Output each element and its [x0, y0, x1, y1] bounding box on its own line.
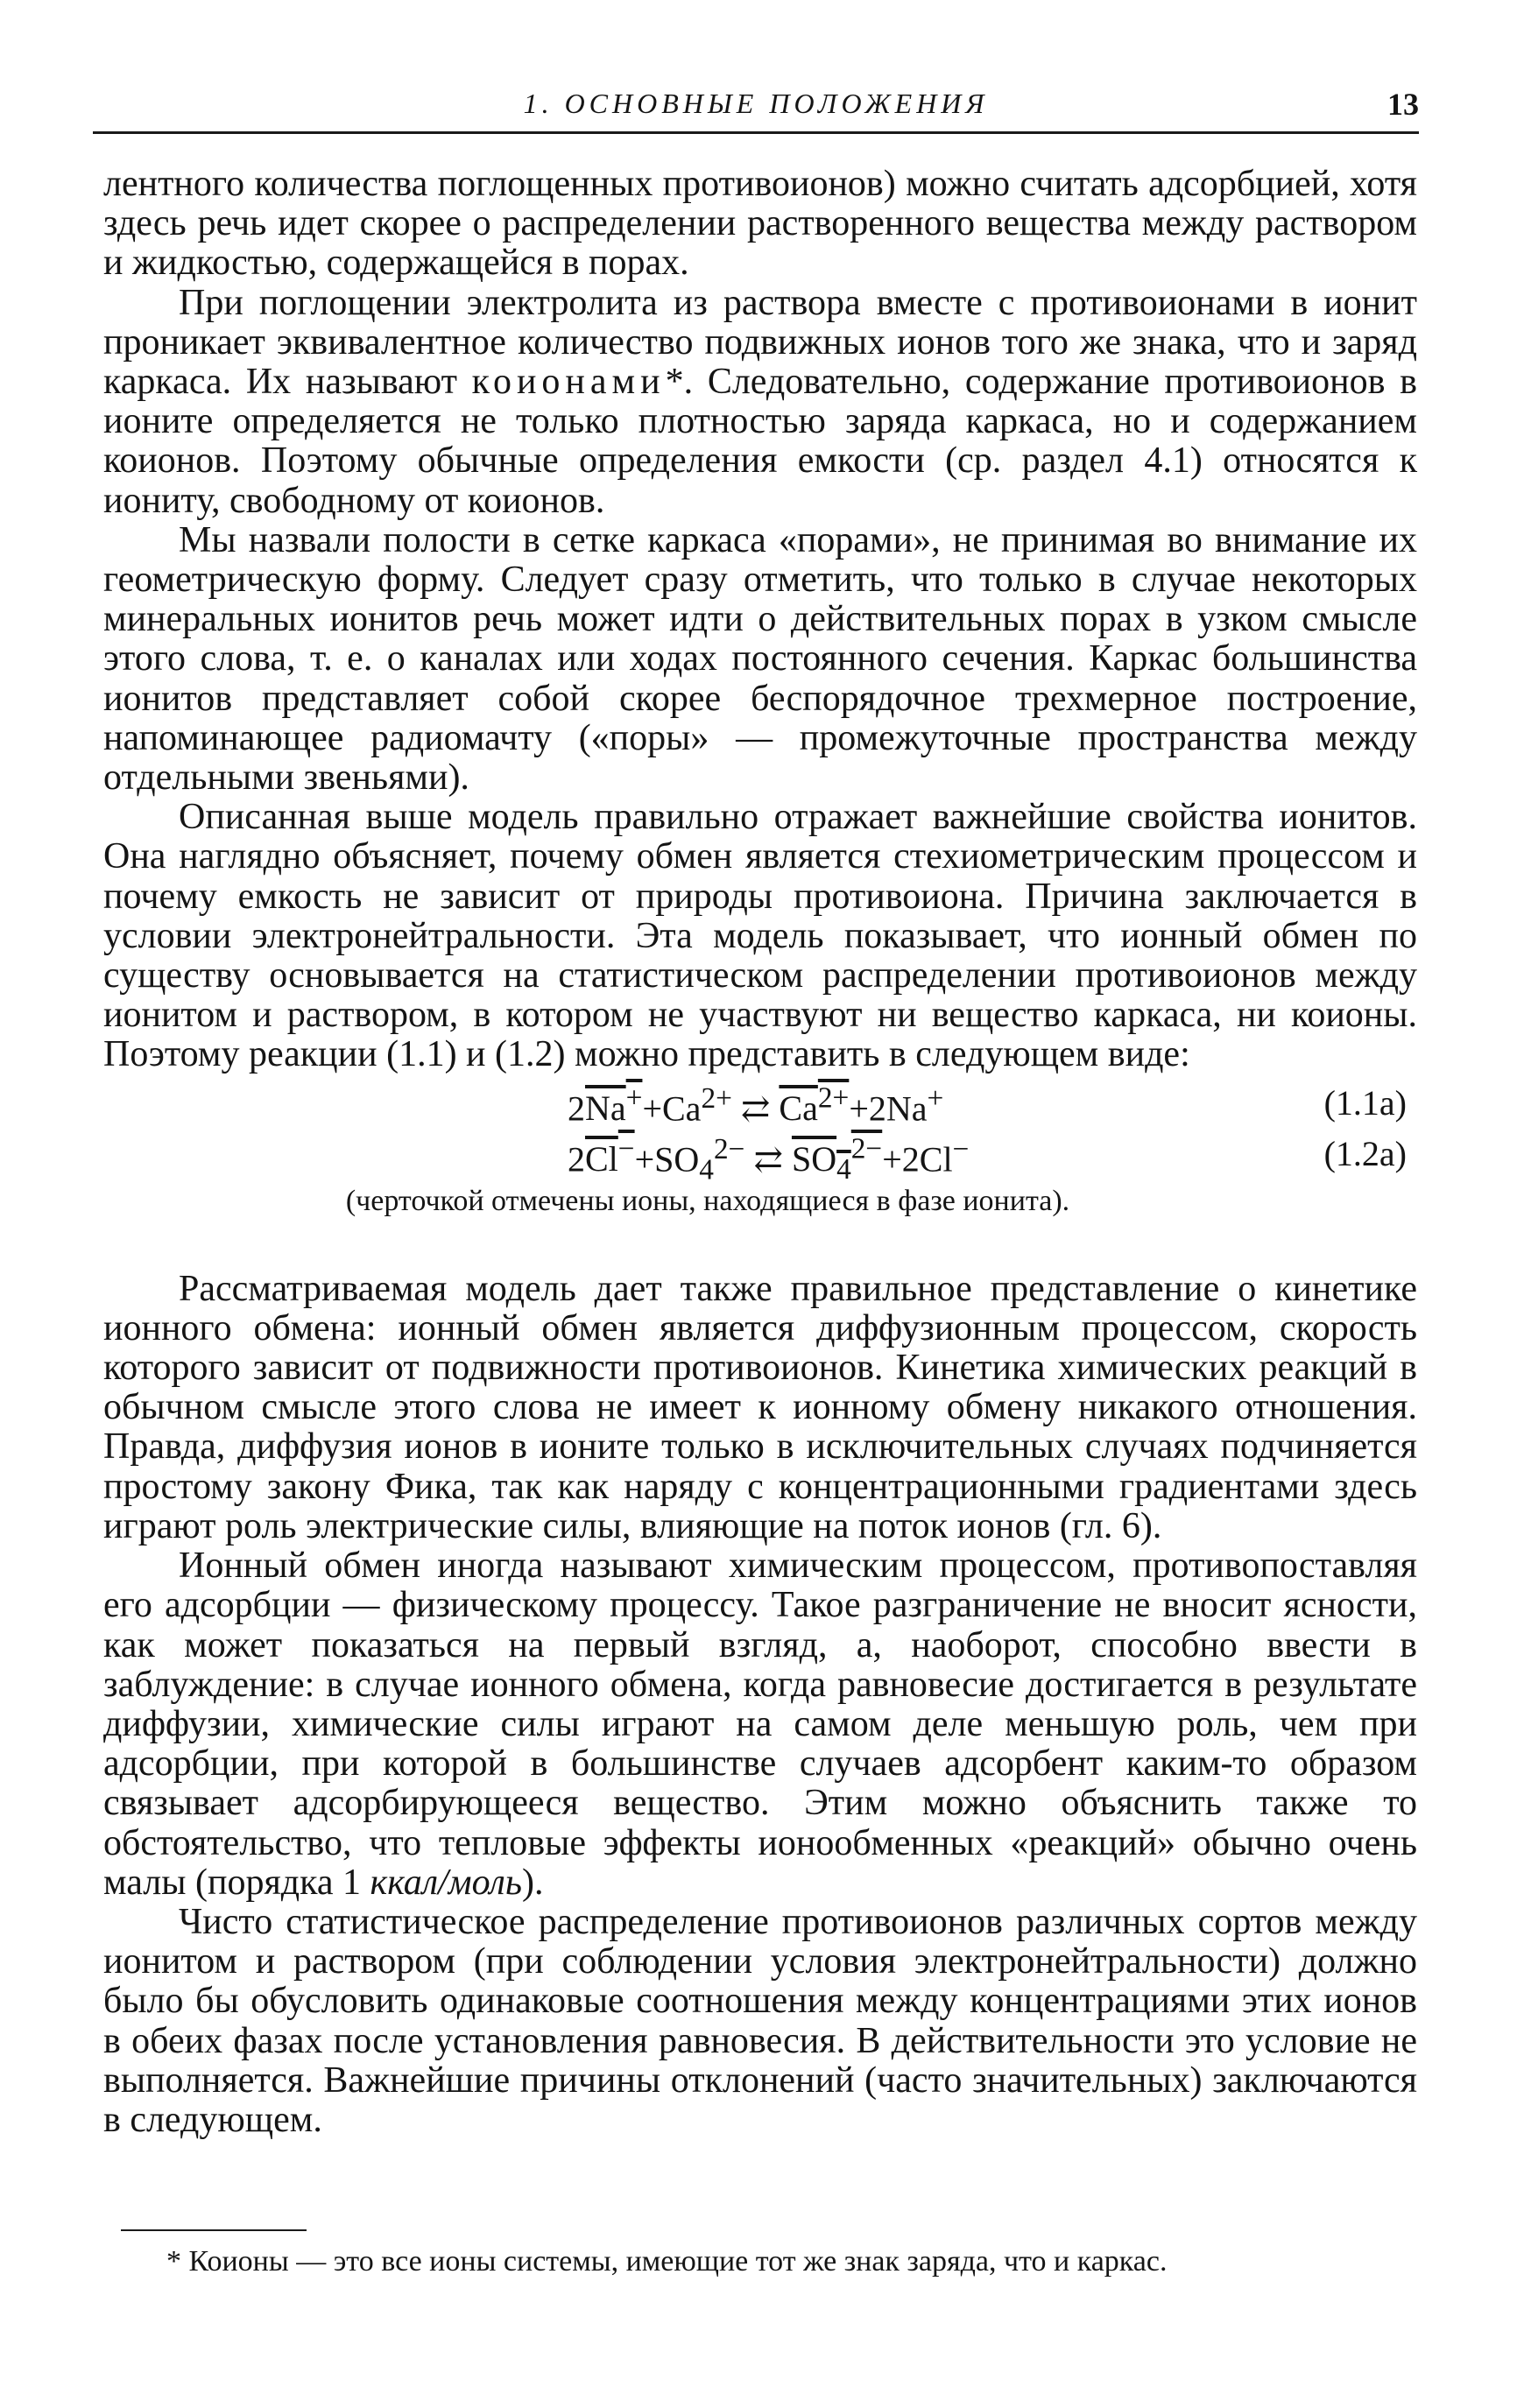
eq1-product-resin [779, 1081, 850, 1128]
eq2-product-symbol: SO [791, 1139, 837, 1179]
eq1-product-coefficient: 2 [868, 1088, 886, 1128]
eq2-ion-resin [585, 1132, 635, 1179]
paragraph-6 [103, 1546, 1417, 1903]
eq2-product-resin [791, 1132, 883, 1186]
eq1-ion-charge: + [625, 1081, 643, 1115]
paragraph-5: Рассматриваемая модель дает также правильное представление о кинетике ионного обмена: ионный обмен является диффузионным процессом, скорость которого зависит от подвижности противоионов. Кинетика химических реакций в обычном смысле этого слова не имеет к ионному обмену никакого отношения. Правда, диффузия ионов в ионите только в исключительных случаях подчиняется простому закону Фика, так как наряду с концентрационными градиентами здесь играют роль электрические силы, влияющие на поток ионов (гл. 6). [103, 1268, 1417, 1546]
paragraph-7: Чисто статистическое распределение противоионов различных сортов между ионитом и раствором (при соблюдении условия электронейтральности) должно было бы обусловить одинаковые соотношения между концентрациями этих ионов в обеих фазах после установления равновесия. В действительности это условие не выполняется. Важнейшие причины отклонений (часто значительных) заключаются в следующем. [103, 1901, 1417, 2140]
eq2-product-subscript: 4 [836, 1153, 851, 1186]
equation-2-formula [568, 1133, 969, 1186]
eq2-ion-charge: − [617, 1132, 635, 1165]
eq1-ion-solution-charge: 2+ [701, 1081, 732, 1115]
equation-caption: (черточкой отмечены ионы, находящиеся в фазе ионита). [345, 1184, 1070, 1217]
equilibrium-arrow-icon: ⇄ [753, 1139, 783, 1179]
section-gap [103, 1221, 1417, 1270]
eq2-product-solution-charge: − [952, 1132, 970, 1165]
eq2-ion-solution-charge: 2− [713, 1132, 745, 1165]
eq1-product-symbol: Ca [779, 1088, 818, 1128]
unit-kcal-per-mol: ккал/моль [370, 1862, 522, 1903]
page-number: 13 [1387, 87, 1419, 122]
eq2-coefficient: 2 [568, 1139, 585, 1179]
equation-2-label: (1.2а) [1323, 1133, 1407, 1173]
paragraph-4: Описанная выше модель правильно отражает важнейшие свойства ионитов. Она наглядно объясняет, почему обмен является стехиометрическим процессом и почему емкость не зависит от природы противоиона. Причина заключается в условии электронейтральности. Эта модель показывает, что ионный обмен по существу основывается на статистическом распределении противоионов между ионитом и раствором, в котором не участвуют ни вещество каркаса, ни коионы. Поэтому реакции (1.1) и (1.2) можно представить в следующем виде: [103, 797, 1417, 1075]
eq1-plus: + [642, 1088, 662, 1128]
paragraph-2-start: При поглощении электролита из раствора вместе с противоионами в ионит проникает эквивалентное количество подвижных ионов того же знака, что и заряд каркаса. Их называют [103, 282, 1417, 403]
eq1-product-charge: 2+ [817, 1081, 850, 1115]
term-koiony: коионами [471, 362, 666, 403]
eq2-product-charge: 2− [850, 1132, 883, 1165]
eq2-product-coefficient: 2 [901, 1139, 920, 1179]
eq1-ion-resin [585, 1081, 643, 1128]
equilibrium-arrow-icon: ⇄ [740, 1088, 771, 1128]
eq1-product-solution: Na [885, 1088, 928, 1128]
paragraph-1: лентного количества поглощенных противоионов) можно считать адсорбцией, хотя здесь речь идет скорее о распределении растворенного вещества между раствором и жидкостью, содержащейся в порах. [103, 164, 1417, 284]
eq2-product-solution: Cl [919, 1139, 953, 1179]
eq2-plus: + [634, 1139, 655, 1179]
equation-1-formula [568, 1082, 943, 1129]
running-title: 1. ОСНОВНЫЕ ПОЛОЖЕНИЯ [523, 88, 989, 119]
equation-1-2a [103, 1126, 1417, 1186]
eq2-plus-2: + [882, 1139, 902, 1179]
equation-1-label: (1.1а) [1323, 1082, 1407, 1123]
page-header [93, 84, 1419, 137]
paragraph-6-start: Ионный обмен иногда называют химическим процессом, противопоставляя его адсорбции — физическому процессу. Такое разграничение не вносит ясности, как может показаться на первый взгляд, а, наоборот, способно ввести в заблуждение: в случае ионного обмена, когда равновесие достигается в результате диффузии, химические силы играют на самом деле меньшую роль, чем при адсорбции, при которой в большинстве случаев адсорбент каким-то образом связывает адсорбирующееся вещество. Этим можно объяснить также то обстоятельство, что тепловые эффекты ионообменных «реакций» обычно очень малы (порядка 1 [103, 1545, 1417, 1903]
eq2-ion-solution-subscript: 4 [699, 1153, 714, 1186]
eq1-product-solution-charge: + [927, 1081, 944, 1115]
eq1-ion-solution: Ca [662, 1088, 702, 1128]
equation-1-1a [103, 1075, 1417, 1126]
paragraph-3: Мы назвали полости в сетке каркаса «порами», не принимая во внимание их геометрическую форму. Следует сразу отметить, что только в случае некоторых минеральных ионитов речь может идти о действительных порах в узком смысле этого слова, т. е. о каналах или ходах постоянного сечения. Каркас большинства ионитов представляет собой скорее беспорядочное трехмерное построение, напоминающее радиомачту («поры» — промежуточные пространства между отдельными звеньями). [103, 519, 1417, 799]
paragraph-2-end: *. Следовательно, содержание противоионов в ионите определяется не только плотностью заряда каркаса, но и содержанием коионов. Поэтому обычные определения емкости (ср. раздел 4.1) относятся к иониту, свободному от коионов. [103, 362, 1417, 521]
main-text [103, 165, 1417, 2140]
paragraph-2 [103, 284, 1417, 521]
footnote: * Коионы — это все ионы системы, имеющие тот же знак заряда, что и каркас. [166, 2245, 1168, 2278]
footnote-rule [121, 2229, 307, 2231]
eq2-ion-solution: SO [654, 1139, 700, 1179]
paragraph-6-end: ). [521, 1862, 544, 1903]
eq1-plus-2: + [849, 1088, 869, 1128]
eq1-coefficient: 2 [568, 1088, 585, 1128]
eq2-ion-symbol: Cl [585, 1139, 618, 1179]
header-rule [93, 131, 1419, 134]
eq1-ion-symbol: Na [585, 1088, 626, 1128]
